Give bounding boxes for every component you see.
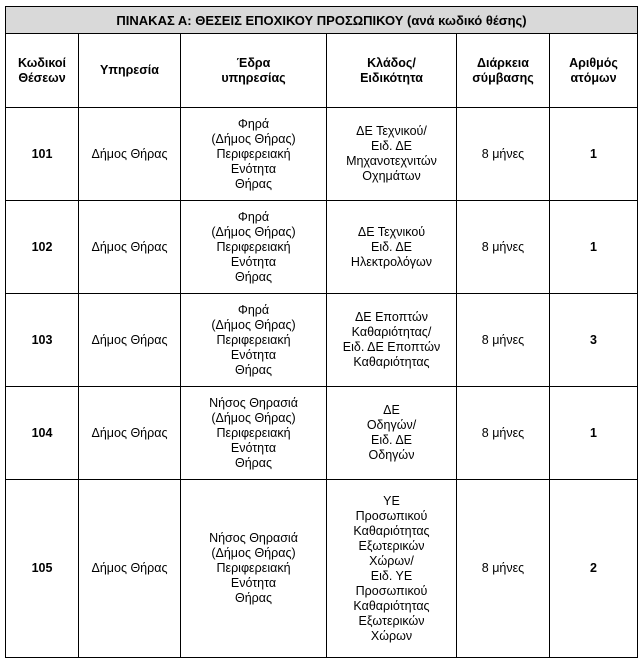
- cell-branch-line: ΔΕ Εποπτών: [354, 310, 429, 324]
- cell-seat-line: Νήσος Θηρασιά: [209, 531, 298, 545]
- cell-branch-line: ΥΕ: [383, 493, 400, 508]
- table-row: [6, 294, 638, 387]
- cell-branch-line: Μηχανοτεχνιτών: [346, 154, 437, 168]
- cell-seat-line: Περιφερειακή: [216, 146, 291, 161]
- table-body: [6, 108, 638, 658]
- cell-seat-line: (Δήμος Θήρας): [211, 317, 296, 332]
- cell-branch-line: ΔΕ: [383, 403, 400, 417]
- header-duration: [457, 34, 550, 108]
- cell-seat-line: Φηρά: [237, 302, 270, 317]
- cell-seat-line: (Δήμος Θήρας): [211, 224, 296, 239]
- cell-seat-line: (Δήμος Θήρας): [211, 546, 296, 560]
- cell-duration: 8 μήνες: [457, 294, 550, 387]
- header-row: [6, 34, 638, 108]
- cell-branch-line: Καθαριότητας: [353, 598, 430, 613]
- cell-seat-line: Θήρας: [234, 269, 273, 284]
- cell-branch: [327, 294, 457, 387]
- cell-duration: 8 μήνες: [457, 480, 550, 658]
- cell-branch: [327, 201, 457, 294]
- cell-seat-line: Θήρας: [234, 362, 273, 377]
- cell-branch-line: Οδηγών/: [366, 418, 417, 432]
- cell-branch-line: Καθαριότητας/: [351, 325, 432, 339]
- cell-branch-line: ΔΕ Τεχνικού/: [356, 124, 427, 138]
- cell-seat-line: (Δήμος Θήρας): [211, 131, 296, 146]
- cell-seat: [181, 201, 327, 294]
- cell-service: Δήμος Θήρας: [79, 387, 181, 480]
- cell-branch-line: Προσωπικού: [355, 583, 428, 598]
- cell-code: 103: [6, 294, 79, 387]
- cell-seat-line: Περιφερειακή: [216, 425, 291, 440]
- cell-branch-line: Ειδ. ΔΕ: [370, 139, 412, 153]
- header-count-line: ατόμων: [570, 70, 617, 85]
- cell-seat-line: Ενότητα: [230, 440, 277, 455]
- cell-branch-line: Ειδ. ΔΕ Εποπτών: [342, 340, 441, 354]
- cell-seat-line: Θήρας: [234, 176, 273, 191]
- cell-code: 105: [6, 480, 79, 658]
- cell-branch-line: Εξωτερικών: [358, 538, 425, 553]
- cell-seat-line: (Δήμος Θήρας): [211, 410, 296, 425]
- cell-count: 1: [550, 387, 638, 480]
- cell-seat-line: Περιφερειακή: [216, 239, 291, 254]
- header-duration-line: σύμβασης: [472, 70, 534, 85]
- header-service-line: Υπηρεσία: [100, 63, 159, 77]
- cell-branch-line: Καθαριότητας: [353, 523, 430, 538]
- cell-count: 2: [550, 480, 638, 658]
- cell-branch-line: Ειδ. ΔΕ: [370, 239, 412, 254]
- cell-duration: 8 μήνες: [457, 201, 550, 294]
- cell-duration: 8 μήνες: [457, 108, 550, 201]
- cell-seat-line: Ενότητα: [230, 576, 277, 590]
- header-branch: [327, 34, 457, 108]
- cell-branch-line: Οδηγών: [368, 448, 415, 462]
- header-service: [79, 34, 181, 108]
- cell-seat-line: Φηρά: [237, 209, 270, 224]
- cell-service: Δήμος Θήρας: [79, 294, 181, 387]
- header-branch-line: Κλάδος/: [367, 55, 416, 70]
- cell-branch-line: Χώρων: [370, 628, 413, 643]
- header-branch-line: Ειδικότητα: [360, 70, 423, 85]
- table-row: [6, 480, 638, 658]
- cell-branch-line: Εξωτερικών: [358, 613, 425, 628]
- cell-code: 102: [6, 201, 79, 294]
- cell-count: 1: [550, 201, 638, 294]
- cell-code: 101: [6, 108, 79, 201]
- cell-seat-line: Φηρά: [237, 116, 270, 131]
- cell-branch-line: Καθαριότητας: [353, 355, 430, 369]
- cell-seat-line: Περιφερειακή: [216, 561, 291, 575]
- cell-branch-line: Οχημάτων: [362, 169, 421, 183]
- header-code: [6, 34, 79, 108]
- cell-branch: [327, 108, 457, 201]
- cell-seat: [181, 387, 327, 480]
- header-code-line: Κωδικοί: [17, 55, 67, 70]
- cell-service: Δήμος Θήρας: [79, 201, 181, 294]
- cell-seat: [181, 294, 327, 387]
- table-row: [6, 387, 638, 480]
- cell-seat-line: Ενότητα: [230, 161, 277, 176]
- cell-branch: [327, 387, 457, 480]
- header-seat-line: Έδρα: [236, 55, 271, 70]
- table-row: [6, 108, 638, 201]
- table-row: [6, 201, 638, 294]
- header-seat: [181, 34, 327, 108]
- positions-table: [5, 6, 638, 658]
- cell-service: Δήμος Θήρας: [79, 480, 181, 658]
- cell-branch-line: Ηλεκτρολόγων: [350, 254, 433, 269]
- cell-branch-line: Ειδ. ΥΕ: [370, 568, 413, 583]
- cell-count: 3: [550, 294, 638, 387]
- cell-branch: [327, 480, 457, 658]
- header-code-line: Θέσεων: [18, 70, 66, 85]
- cell-branch-line: Προσωπικού: [355, 508, 428, 523]
- cell-seat: [181, 480, 327, 658]
- header-count-line: Αριθμός: [569, 55, 618, 70]
- cell-duration: 8 μήνες: [457, 387, 550, 480]
- cell-seat-line: Νήσος Θηρασιά: [209, 395, 298, 410]
- cell-count: 1: [550, 108, 638, 201]
- header-seat-line: υπηρεσίας: [221, 70, 286, 85]
- cell-service: Δήμος Θήρας: [79, 108, 181, 201]
- cell-seat: [181, 108, 327, 201]
- cell-seat-line: Θήρας: [234, 455, 273, 470]
- cell-seat-line: Ενότητα: [230, 254, 277, 269]
- cell-seat-line: Περιφερειακή: [216, 332, 291, 347]
- cell-seat-line: Ενότητα: [230, 347, 277, 362]
- cell-code: 104: [6, 387, 79, 480]
- cell-branch-line: ΔΕ Τεχνικού: [357, 224, 426, 239]
- cell-branch-line: Ειδ. ΔΕ: [370, 433, 412, 447]
- cell-branch-line: Χώρων/: [369, 553, 414, 568]
- table-title: ΠΙΝΑΚΑΣ Α: ΘΕΣΕΙΣ ΕΠΟΧΙΚΟΥ ΠΡΟΣΩΠΙΚΟΥ (ανά κωδικό θέσης): [6, 7, 638, 34]
- header-duration-line: Διάρκεια: [477, 55, 529, 70]
- header-count: [550, 34, 638, 108]
- cell-seat-line: Θήρας: [234, 591, 273, 605]
